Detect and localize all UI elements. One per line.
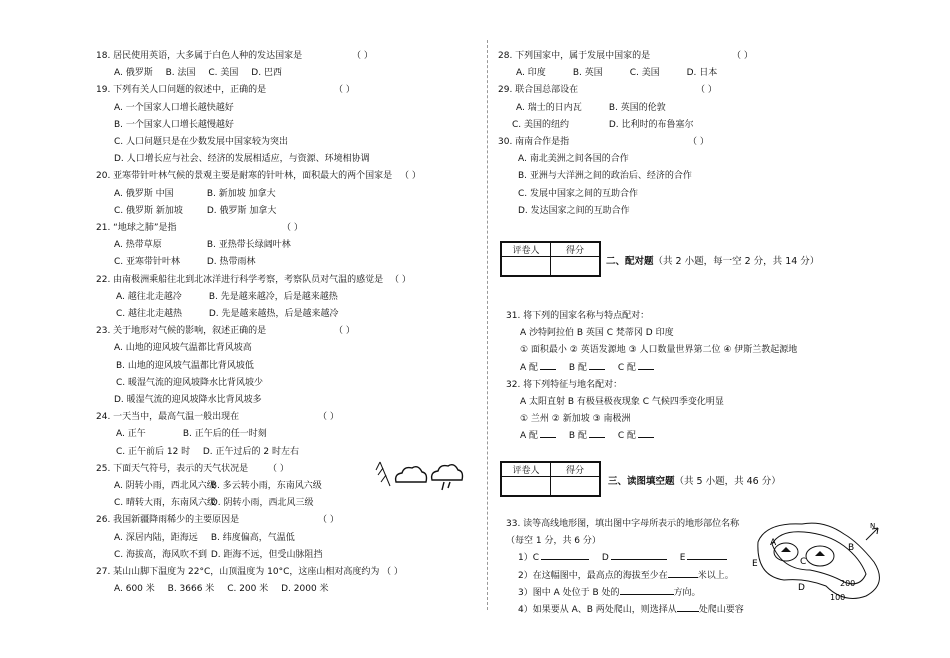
score-header: 得分 [551, 243, 600, 257]
q33-text: 处爬山要容 [698, 605, 744, 616]
option-b[interactable]: B. 新加坡 加拿大 [206, 188, 276, 199]
option-a[interactable]: A. 热带草原 [114, 240, 162, 251]
q33-text: 4）如果要从 A、B 两处爬山，则选择从 [518, 605, 677, 616]
question-30 [498, 134, 868, 151]
q33-text: 方向。 [673, 587, 701, 598]
contour-label-100: 100 [830, 593, 846, 602]
option-a[interactable]: A. 正午 [116, 429, 146, 440]
weather-symbol-icon [372, 458, 464, 495]
score-box-section-3 [500, 461, 601, 497]
question-31: 31. 将下列的国家名称与特点配对： [506, 311, 650, 321]
answer-paren[interactable]: （ ） [732, 51, 753, 61]
option-b[interactable]: B. 3666 米 [167, 584, 215, 595]
answer-c-blank[interactable] [638, 437, 654, 438]
option-d[interactable]: D. 巴西 [251, 68, 282, 79]
options-24a [96, 426, 478, 443]
options-20a [96, 186, 478, 203]
options-20b [96, 203, 478, 220]
q33-text: 米以上。 [697, 570, 734, 581]
option-a[interactable]: A. 600 米 [114, 584, 155, 595]
option-d[interactable]: D. 日本 [686, 68, 718, 79]
option-c[interactable]: C. 晴转大雨，东南风六级 [114, 498, 217, 509]
answer-a-blank[interactable] [540, 437, 556, 438]
option-c[interactable]: C. 美国 [208, 68, 239, 79]
question-19 [96, 82, 478, 99]
blank-e-label: E [679, 553, 686, 564]
question-28 [498, 48, 868, 65]
answer-a-blank[interactable] [540, 369, 556, 370]
answer-paren[interactable]: （ ） [334, 85, 355, 96]
answer-paren[interactable]: （ ） [696, 85, 717, 96]
question-21 [96, 220, 478, 237]
blank-e[interactable] [687, 559, 727, 560]
question-22 [96, 272, 478, 289]
answer-b-blank[interactable] [589, 369, 605, 370]
option-a[interactable]: A. 南北美洲之间各国的合作 [518, 154, 629, 165]
option-b[interactable]: B. 英国 [572, 68, 603, 79]
question-20 [96, 168, 478, 185]
option-d[interactable]: D. 人口增长应与社会、经济的发展相适应，与资源、环境相协调 [114, 154, 370, 165]
grader-cell[interactable] [502, 257, 551, 276]
answer-b-label: B 配 [568, 431, 587, 442]
q33-line1 [506, 550, 756, 567]
option-b[interactable]: B. 纬度偏高，气温低 [210, 532, 295, 543]
answer-paren[interactable]: （ ） [352, 51, 373, 61]
option-c[interactable]: C. 美国 [629, 68, 660, 79]
option-c[interactable]: C. 越往北走越热 [116, 309, 183, 320]
option-a[interactable]: A. 深居内陆，距海远 [114, 532, 198, 543]
option-a[interactable]: A. 印度 [516, 68, 546, 79]
q33-line4 [506, 602, 756, 619]
question-27 [96, 564, 478, 581]
option-d[interactable]: D. 2000 米 [281, 584, 329, 595]
q33-text: 3）图中 A 处位于 B 处的 [518, 587, 620, 598]
blank-d-label: D [601, 553, 609, 564]
answer-paren[interactable]: （ ） [268, 463, 289, 474]
option-d[interactable]: D. 阴转小雨，西北风三级 [210, 498, 314, 509]
answer-paren[interactable]: （ ） [318, 412, 339, 423]
column-divider [487, 40, 488, 610]
answer-paren[interactable]: （ ） [318, 515, 339, 526]
map-label-a: A [770, 538, 777, 548]
option-c[interactable]: C. 正午前后 12 时 [116, 446, 191, 457]
blank-height[interactable] [668, 577, 698, 578]
question-stem: 27. 某山山脚下温度为 22°C，山顶温度为 10°C，这座山相对高度约为 [96, 567, 380, 578]
q31-answers [506, 360, 866, 377]
section-title-text: 三、读图填空题 [608, 476, 675, 487]
question-32: 32. 将下列特征与地名配对： [506, 379, 623, 390]
matching-block [506, 308, 866, 446]
question-stem: 25. 下面天气符号，表示的天气状况是 [96, 463, 249, 474]
q32-answers [506, 428, 866, 445]
q33-line2 [506, 568, 756, 585]
grader-cell[interactable] [502, 477, 551, 496]
option-a[interactable]: A. 越往北走越冷 [116, 291, 182, 302]
map-label-d: D [798, 583, 805, 593]
blank-direction[interactable] [620, 594, 674, 595]
option-c[interactable]: C. 人口问题只是在少数发展中国家较为突出 [114, 137, 289, 148]
contour-map [748, 514, 890, 607]
map-label-b: B [848, 543, 855, 553]
blank-route[interactable] [677, 611, 699, 612]
option-d[interactable]: D. 距海不远，但受山脉阻挡 [210, 549, 323, 560]
option-d[interactable]: D. 先是越来越热，后是越来越冷 [208, 309, 339, 320]
option-b[interactable]: B. 先是越来越冷，后是越来越热 [208, 291, 338, 302]
grader-header: 评卷人 [502, 243, 551, 257]
options-27 [96, 581, 478, 598]
blank-c-label: 1）C [518, 553, 540, 564]
answer-paren[interactable]: （ ） [334, 326, 355, 337]
answer-paren[interactable]: （ ） [282, 223, 303, 234]
option-c[interactable]: C. 美国的纽约 [512, 119, 570, 130]
options-22a [96, 289, 478, 306]
question-stem: 18. 居民使用英语，大多属于白色人种的发达国家是 [96, 51, 303, 61]
question-stem: 20. 亚寒带针叶林气候的景观主要是耐寒的针叶林，面积最大的两个国家是 [96, 171, 393, 182]
option-d[interactable]: D. 正午过后的 2 时左右 [202, 446, 299, 457]
question-stem: 30. 南南合作是指 [498, 137, 570, 148]
blank-c[interactable] [541, 559, 589, 560]
option-b[interactable]: B. 一个国家人口增长越慢越好 [114, 119, 234, 130]
map-label-e: E [752, 559, 758, 569]
question-stem: 24. 一天当中，最高气温一般出现在 [96, 412, 240, 423]
question-stem: 19. 下列有关人口问题的叙述中，正确的是 [96, 85, 267, 96]
section-detail: （共 2 小题，每一空 2 分，共 14 分） [653, 256, 820, 267]
score-cell[interactable] [551, 477, 600, 496]
options-21a [96, 237, 478, 254]
q31-features: ① 面积最小 ② 英语发源地 ③ 人口数量世界第二位 ④ 伊斯兰教起源地 [520, 345, 798, 356]
option-d[interactable]: D. 热带雨林 [206, 257, 256, 268]
left-column [96, 48, 478, 599]
question-stem: 33. 读等高线地形图，填出图中字母所表示的地形部位名称 [506, 519, 740, 529]
answer-b-label: B 配 [568, 362, 587, 373]
q33-line3 [506, 585, 756, 602]
option-b[interactable]: B. 英国的伦敦 [608, 102, 666, 113]
q33-text: 2）在这幅图中，最高点的海拔至少在 [518, 570, 668, 581]
option-d[interactable]: D. 暖湿气流的迎风坡降水比背风坡多 [114, 395, 262, 406]
option-b[interactable]: B. 山地的迎风坡气温都比背风坡低 [116, 360, 254, 371]
option-a[interactable]: A. 俄罗斯 [114, 68, 153, 79]
options-21b [96, 254, 478, 271]
answer-a-label: A 配 [520, 362, 539, 373]
right-column [498, 48, 868, 220]
answer-a-label: A 配 [520, 431, 539, 442]
question-stem: 21. “地球之肺”是指 [96, 223, 177, 234]
question-18 [96, 48, 478, 65]
option-b[interactable]: B. 多云转小雨，东南风六级 [210, 481, 322, 492]
answer-c-label: C 配 [617, 431, 636, 442]
options-25b [96, 495, 478, 512]
option-c[interactable]: C. 发展中国家之间的互助合作 [518, 188, 639, 199]
section-3-title [608, 473, 781, 487]
option-a[interactable]: A. 阴转小雨，西北风六级 [114, 481, 216, 492]
question-stem: 22. 由南极洲乘船往北到北冰洋进行科学考察，考察队员对气温的感觉是 [96, 274, 384, 285]
option-c[interactable]: C. 亚寒带针叶林 [114, 257, 181, 268]
question-stem: 23. 关于地形对气候的影响，叙述正确的是 [96, 326, 267, 337]
section-2-title [606, 253, 819, 267]
question-24 [96, 409, 478, 426]
answer-c-label: C 配 [617, 362, 636, 373]
options-29a [498, 100, 868, 117]
options-26a [96, 530, 478, 547]
options-18 [96, 65, 478, 82]
option-b[interactable]: B. 亚洲与大洋洲之间的政治后、经济的合作 [518, 171, 692, 182]
answer-paren[interactable]: （ ） [400, 171, 421, 182]
options-26b [96, 547, 478, 564]
grader-header: 评卷人 [502, 463, 551, 477]
option-b[interactable]: B. 亚热带长绿阔叶林 [206, 240, 291, 251]
score-cell[interactable] [551, 257, 600, 276]
blank-d[interactable] [611, 559, 667, 560]
option-b[interactable]: B. 正午后的任一时刻 [182, 429, 267, 440]
question-sub: （每空 1 分，共 6 分） [506, 536, 601, 547]
answer-b-blank[interactable] [589, 437, 605, 438]
option-c[interactable]: C. 200 米 [227, 584, 269, 595]
q31-countries: A 沙特阿拉伯 B 英国 C 梵蒂冈 D 印度 [520, 328, 674, 339]
section-detail: （共 5 小题，共 46 分） [674, 476, 781, 487]
question-26 [96, 512, 478, 529]
options-28 [498, 65, 868, 82]
options-22b [96, 306, 478, 323]
option-a[interactable]: A. 一个国家人口增长越快越好 [114, 102, 234, 113]
option-b[interactable]: B. 法国 [165, 68, 196, 79]
q32-features: A 太阳直射 B 有极昼极夜现象 C 气候四季变化明显 [520, 397, 724, 408]
q32-places: ① 兰州 ② 新加坡 ③ 南极洲 [520, 414, 631, 425]
question-23 [96, 323, 478, 340]
option-c[interactable]: C. 海拔高，海风吹不到 [114, 549, 208, 560]
option-c[interactable]: C. 俄罗斯 新加坡 [114, 205, 183, 216]
option-c[interactable]: C. 暖湿气流的迎风坡降水比背风坡少 [116, 377, 264, 388]
option-d[interactable]: D. 比利时的布鲁塞尔 [608, 119, 694, 130]
option-a[interactable]: A. 瑞士的日内瓦 [516, 102, 582, 113]
question-29 [498, 82, 868, 99]
score-box-section-2 [500, 241, 601, 277]
option-a[interactable]: A. 俄罗斯 中国 [114, 188, 174, 199]
section-title-text: 二、配对题 [606, 256, 654, 267]
question-stem: 26. 我国新疆降雨稀少的主要原因是 [96, 515, 240, 526]
map-label-c: C [800, 557, 807, 567]
answer-c-blank[interactable] [638, 369, 654, 370]
question-stem: 28. 下列国家中，属于发展中国家的是 [498, 51, 651, 61]
question-33 [506, 516, 756, 619]
question-stem: 29. 联合国总部设在 [498, 85, 579, 96]
option-a[interactable]: A. 山地的迎风坡气温都比背风坡高 [114, 343, 252, 354]
answer-paren[interactable]: （ ） [390, 274, 411, 285]
answer-paren[interactable]: （ ） [688, 137, 709, 148]
options-29b [498, 117, 868, 134]
option-d[interactable]: D. 俄罗斯 加拿大 [206, 205, 277, 216]
option-d[interactable]: D. 发达国家之间的互助合作 [518, 205, 630, 216]
north-arrow-label: N [870, 522, 876, 530]
answer-paren[interactable]: （ ） [382, 567, 403, 578]
score-header: 得分 [551, 463, 600, 477]
contour-label-200: 200 [840, 579, 856, 588]
